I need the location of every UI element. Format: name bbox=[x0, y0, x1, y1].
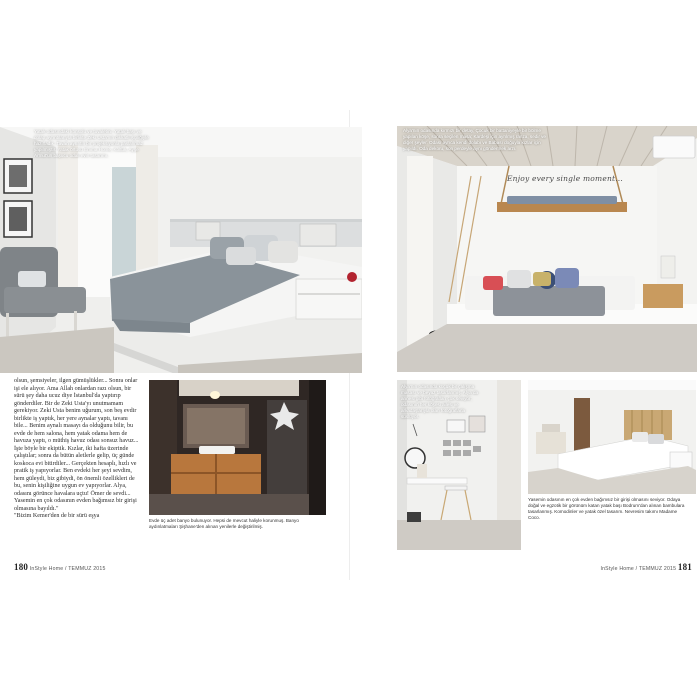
master-bedroom-caption: Yatak odasındaki konsolu ve tuvaletini, Yatak başı ve dolap ayrıntılarıyla birlikte Zeki Usta'nın dikkatli işçiliğiyle hazırladık. Tavan ayrıntılı bir projeksiyonla paslanmaz yapılmıştır. Yatak örtüsü Emma Home, Koltuk, Ayşe Armut'un başucu odalı evin tasarımı. bbox=[34, 129, 149, 158]
bathroom-caption: Evde üç adet banyo bulunuyor. Hepsi de mevcut haliyle korunmuş. Banyo aydınlatmaları Şişhane'den alınan yenilerle değiştirilmiş. bbox=[149, 518, 299, 529]
photo-master-bedroom bbox=[0, 127, 362, 373]
folio-left: 180 InStyle Home / TEMMUZ 2015 bbox=[14, 562, 106, 572]
bathroom-illustration bbox=[149, 380, 326, 515]
issue-date-right: TEMMUZ 2015 bbox=[638, 566, 677, 572]
photo-study-corner bbox=[397, 380, 521, 550]
master-bedroom-illustration bbox=[0, 127, 362, 373]
guest-room-caption: Yasemin odasının en çok evden bağımsız bir girişi olmasını seviyor. Odaya doğal ve egzotik bir görünüm katan yatak başı Bodrum'dan alınan bambulara tasarlanmış. Komodinler ve yatak özel tasarım. Nevresim takımı Madame Coco. bbox=[528, 497, 685, 520]
page-number-left: 180 bbox=[14, 562, 29, 572]
photo-kids-room bbox=[397, 126, 697, 372]
right-page bbox=[350, 0, 700, 700]
folio-right: InStyle Home / TEMMUZ 2015 181 bbox=[600, 562, 692, 572]
magazine-name-right: InStyle Home bbox=[600, 566, 634, 572]
wall-quote: Enjoy every single moment... bbox=[507, 174, 623, 183]
kids-room-illustration bbox=[397, 126, 697, 372]
page-number-right: 181 bbox=[677, 562, 692, 572]
photo-bathroom bbox=[149, 380, 326, 515]
guest-room-illustration bbox=[528, 380, 696, 494]
study-corner-caption: Alya'nın odasında küçük bir çalışma masası ve beyaz tasarlanmış. Alya da annesi gibi fotoğrafları çok seviyor; odasının her köşesi ailesi ve arkadaşlarıyla olan fotoğraflarla süslüyor. bbox=[401, 384, 479, 419]
magazine-name-left: InStyle Home bbox=[29, 566, 64, 572]
kids-room-caption: Alya'nın odasında kırmızı bir detay, Çocuk bir battaniyeyle bir bölme yapılan köşe, sonra seçilen masa; Kardeşi için ayrılmış ranza, sedir ve diğer şeyler. Odası ayrıca kendi dolabı ve Babası doğuyla kızlar için yapıldı. Oda dekoru, son perdeyle aynı göndermek arzı. bbox=[403, 128, 546, 151]
body-paragraph-2: "Bizim Kemer'den de bir sürü eşya bbox=[14, 513, 100, 519]
article-body bbox=[14, 378, 142, 521]
body-paragraph-1: olsun, şemsiyeler, ilgen gümüşlükler... Sonra onlar işi ele alıyor. Ama Allah onlardan razı olsun, bir sürü şey daha ucuz diye İstanbul'da yaptırıp gönderdiler. Bir de Zeki Usta'yı unutmamam gerekiyor. Zeki Usta benim uğurum, son beş evdir birlikte iş yaptık, her yere aynalar yaptı, tavanı bile... Benim aynalı masayı da olduğunu bilir, bu evde de hem salona, hem yatak odama hem de havuza yaptı, o müthiş havuz odası sonsuz havuz... İşte böyle bir ekiptik. Kızlar, iki hafta üzerinde çalıştılar; sonra da bütün aletlerle gelip, üç günde koskoca evi bitirdiler... Gerçekten hesaplı, hızlı ve pratik iş yapıyorlar. Ben evdeki her şeyi sevdim, hem güleydi, biz gibiydi, ön önemli özellikleri de bu, senin kişiliğine uygun ev yapıyorlar. Alya, odasını görünce havalara uçtu! Ömer de sevdi... Yasemin en çok odasının evden bağımsız bir girişi olmasına bayıldı." bbox=[14, 378, 139, 512]
photo-guest-room bbox=[528, 380, 696, 494]
issue-date-left: TEMMUZ 2015 bbox=[68, 566, 106, 572]
